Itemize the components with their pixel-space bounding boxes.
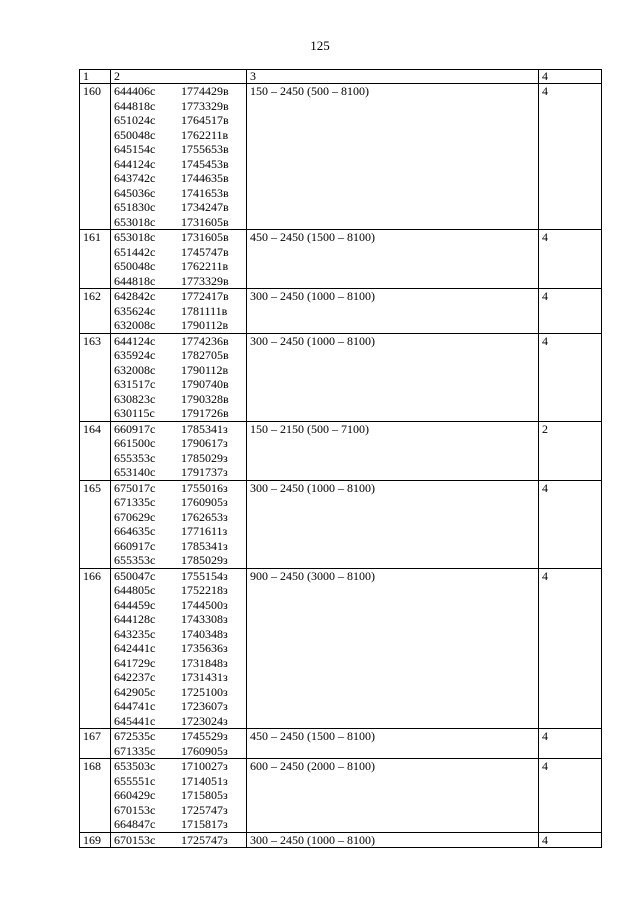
longitude-value: 1731848з <box>181 655 228 670</box>
latitude-value: 672535с <box>114 729 156 743</box>
latitude-value: 651830с <box>114 200 156 214</box>
table-row <box>80 568 602 729</box>
latitude-value: 630823с <box>114 391 156 406</box>
longitude-value: 1762211в <box>181 127 229 142</box>
latitude-value: 664635с <box>114 524 156 538</box>
longitude-value: 1773329в <box>181 273 229 288</box>
longitude-value: 1785029з <box>181 450 228 465</box>
longitude-value: 1790740в <box>181 377 229 391</box>
longitude-value: 1785341з <box>181 421 228 436</box>
latitude-value: 644128с <box>114 612 156 626</box>
latitude-value: 635924с <box>114 348 156 362</box>
latitude-value: 642905с <box>114 684 156 699</box>
coordinates-table <box>79 69 602 848</box>
coordinate-pair <box>114 451 243 466</box>
header-col-2: 2 <box>111 70 247 84</box>
latitude-value: 653140с <box>114 465 156 479</box>
longitude-value: 1741653в <box>181 185 229 200</box>
row-number: 166 <box>80 568 111 729</box>
longitude-value: 1745747в <box>181 244 229 259</box>
longitude-value: 1755653в <box>181 142 229 156</box>
table-row <box>80 832 602 848</box>
depth-range: 450 – 2450 (1500 – 8100) <box>247 230 539 289</box>
latitude-value: 644406с <box>114 84 156 98</box>
longitude-value: 1714051з <box>181 773 228 788</box>
coordinate-pair <box>114 318 243 333</box>
coordinate-pair <box>114 436 243 451</box>
longitude-value: 1740348з <box>181 626 228 641</box>
coordinate-list <box>111 832 247 848</box>
coordinate-pair <box>114 627 243 642</box>
coordinate-pair <box>114 699 243 714</box>
header-col-3: 3 <box>247 70 539 84</box>
row-number: 162 <box>80 289 111 334</box>
longitude-value: 1745453в <box>181 156 229 171</box>
longitude-value: 1735636з <box>181 641 228 655</box>
group-value: 4 <box>539 333 602 421</box>
group-value: 4 <box>539 832 602 848</box>
group-value: 2 <box>539 421 602 480</box>
longitude-value: 1731431з <box>181 670 228 684</box>
longitude-value: 1762211в <box>181 259 229 273</box>
latitude-value: 655551с <box>114 773 156 788</box>
group-value: 4 <box>539 230 602 289</box>
longitude-value: 1755154з <box>181 568 228 583</box>
depth-range: 300 – 2450 (1000 – 8100) <box>247 480 539 568</box>
header-col-1: 1 <box>80 70 111 84</box>
longitude-value: 1743308з <box>181 612 228 626</box>
group-value: 4 <box>539 84 602 230</box>
group-value: 4 <box>539 480 602 568</box>
latitude-value: 670629с <box>114 509 156 524</box>
longitude-value: 1725100з <box>181 684 228 699</box>
coordinate-pair <box>114 200 243 215</box>
row-number: 160 <box>80 84 111 230</box>
latitude-value: 670153с <box>114 802 156 817</box>
latitude-value: 645441с <box>114 713 156 728</box>
coordinate-pair <box>114 142 243 157</box>
coordinate-pair <box>114 759 243 774</box>
coordinate-pair <box>114 803 243 818</box>
coordinate-pair <box>114 729 243 744</box>
latitude-value: 641729с <box>114 655 156 670</box>
longitude-value: 1791737з <box>181 465 228 479</box>
group-value: 4 <box>539 568 602 729</box>
latitude-value: 655353с <box>114 450 156 465</box>
longitude-value: 1785341з <box>181 538 228 553</box>
coordinate-pair <box>114 569 243 584</box>
latitude-value: 653018с <box>114 230 156 244</box>
coordinate-pair <box>114 245 243 260</box>
latitude-value: 675017с <box>114 480 156 495</box>
group-value: 4 <box>539 289 602 334</box>
coordinate-pair <box>114 84 243 99</box>
latitude-value: 651442с <box>114 244 156 259</box>
table-row <box>80 289 602 334</box>
latitude-value: 644124с <box>114 333 156 348</box>
longitude-value: 1723607з <box>181 699 228 713</box>
table-row <box>80 230 602 289</box>
latitude-value: 664847с <box>114 817 156 831</box>
longitude-value: 1710027з <box>181 759 228 773</box>
latitude-value: 643742с <box>114 171 156 185</box>
coordinate-pair <box>114 304 243 319</box>
latitude-value: 644124с <box>114 156 156 171</box>
table-body <box>80 84 602 848</box>
table-row <box>80 421 602 480</box>
longitude-value: 1764517в <box>181 113 229 127</box>
depth-range: 450 – 2450 (1500 – 8100) <box>247 729 539 759</box>
coordinate-pair <box>114 524 243 539</box>
latitude-value: 644818с <box>114 98 156 113</box>
coordinate-pair <box>114 495 243 510</box>
group-value: 4 <box>539 729 602 759</box>
latitude-value: 644741с <box>114 699 156 713</box>
latitude-value: 632008с <box>114 362 156 377</box>
latitude-value: 642842с <box>114 289 156 303</box>
coordinate-pair <box>114 583 243 598</box>
latitude-value: 650048с <box>114 259 156 273</box>
longitude-value: 1782705в <box>181 348 229 362</box>
longitude-value: 1790112в <box>181 318 229 332</box>
row-number: 165 <box>80 480 111 568</box>
coordinate-pair <box>114 422 243 437</box>
coordinate-pair <box>114 744 243 759</box>
latitude-value: 671335с <box>114 495 156 509</box>
latitude-value: 642441с <box>114 641 156 655</box>
depth-range: 600 – 2450 (2000 – 8100) <box>247 759 539 833</box>
coordinate-pair <box>114 259 243 274</box>
latitude-value: 651024с <box>114 113 156 127</box>
longitude-value: 1790112в <box>181 362 229 377</box>
coordinate-list <box>111 759 247 833</box>
coordinate-pair <box>114 186 243 201</box>
coordinate-pair <box>114 670 243 685</box>
longitude-value: 1781111в <box>181 303 228 318</box>
latitude-value: 660917с <box>114 538 156 553</box>
longitude-value: 1772417в <box>181 289 229 303</box>
coordinate-pair <box>114 788 243 803</box>
latitude-value: 655353с <box>114 553 156 567</box>
table-header-row <box>80 70 602 84</box>
latitude-value: 643235с <box>114 626 156 641</box>
row-number: 167 <box>80 729 111 759</box>
row-number: 163 <box>80 333 111 421</box>
latitude-value: 635624с <box>114 303 156 318</box>
row-number: 169 <box>80 832 111 848</box>
latitude-value: 642237с <box>114 670 156 684</box>
coordinate-pair <box>114 99 243 114</box>
table-row <box>80 759 602 833</box>
latitude-value: 650047с <box>114 568 156 583</box>
longitude-value: 1725747з <box>181 802 228 817</box>
longitude-value: 1760905з <box>181 495 228 509</box>
row-number: 161 <box>80 230 111 289</box>
latitude-value: 644818с <box>114 273 156 288</box>
coordinate-pair <box>114 510 243 525</box>
coordinate-pair <box>114 539 243 554</box>
latitude-value: 653503с <box>114 759 156 773</box>
latitude-value: 650048с <box>114 127 156 142</box>
longitude-value: 1760905з <box>181 743 228 758</box>
coordinate-list <box>111 729 247 759</box>
longitude-value: 1734247в <box>181 200 229 214</box>
coordinate-pair <box>114 598 243 613</box>
coordinate-pair <box>114 685 243 700</box>
depth-range: 150 – 2450 (500 – 8100) <box>247 84 539 230</box>
coordinate-pair <box>114 465 243 480</box>
longitude-value: 1725747з <box>181 832 228 847</box>
longitude-value: 1755016з <box>181 480 228 495</box>
latitude-value: 644805с <box>114 583 156 597</box>
coordinate-pair <box>114 289 243 304</box>
coordinate-list <box>111 333 247 421</box>
longitude-value: 1790328в <box>181 391 229 406</box>
longitude-value: 1790617з <box>181 436 228 450</box>
coordinate-list <box>111 421 247 480</box>
latitude-value: 630115с <box>114 406 155 420</box>
latitude-value: 653018с <box>114 214 156 229</box>
longitude-value: 1731605в <box>181 230 229 244</box>
coordinate-pair <box>114 230 243 245</box>
coordinate-pair <box>114 817 243 832</box>
coordinate-pair <box>114 612 243 627</box>
longitude-value: 1715805з <box>181 788 228 802</box>
latitude-value: 671335с <box>114 743 156 758</box>
longitude-value: 1791726в <box>181 406 229 420</box>
coordinate-list <box>111 480 247 568</box>
coordinate-pair <box>114 128 243 143</box>
coordinate-pair <box>114 215 243 230</box>
latitude-value: 670153с <box>114 832 156 847</box>
coordinate-list <box>111 568 247 729</box>
latitude-value: 644459с <box>114 597 156 612</box>
row-number: 168 <box>80 759 111 833</box>
longitude-value: 1715817з <box>181 817 228 831</box>
table-row <box>80 729 602 759</box>
coordinate-pair <box>114 641 243 656</box>
coordinate-pair <box>114 348 243 363</box>
coordinate-pair <box>114 656 243 671</box>
coordinate-pair <box>114 363 243 378</box>
table-row <box>80 333 602 421</box>
depth-range: 900 – 2450 (3000 – 8100) <box>247 568 539 729</box>
longitude-value: 1744635в <box>181 171 229 185</box>
header-col-4: 4 <box>539 70 602 84</box>
coordinate-pair <box>114 553 243 568</box>
table-row <box>80 84 602 230</box>
page-number: 125 <box>310 38 330 53</box>
coordinate-pair <box>114 334 243 349</box>
depth-range: 300 – 2450 (1000 – 8100) <box>247 289 539 334</box>
longitude-value: 1785029з <box>181 553 228 567</box>
coordinate-pair <box>114 406 243 421</box>
longitude-value: 1752218з <box>181 583 228 597</box>
depth-range: 300 – 2450 (1000 – 8100) <box>247 832 539 848</box>
coordinate-pair <box>114 392 243 407</box>
coordinate-pair <box>114 157 243 172</box>
coordinate-pair <box>114 833 243 848</box>
longitude-value: 1774236в <box>181 333 229 348</box>
coordinate-list <box>111 289 247 334</box>
longitude-value: 1774429в <box>181 84 229 98</box>
longitude-value: 1744500з <box>181 597 228 612</box>
longitude-value: 1731605в <box>181 214 229 229</box>
group-value: 4 <box>539 759 602 833</box>
coordinate-list <box>111 230 247 289</box>
row-number: 164 <box>80 421 111 480</box>
latitude-value: 660917с <box>114 421 156 436</box>
latitude-value: 645154с <box>114 142 156 156</box>
longitude-value: 1771611з <box>181 524 228 538</box>
coordinate-pair <box>114 171 243 186</box>
latitude-value: 632008с <box>114 318 156 332</box>
coordinate-pair <box>114 774 243 789</box>
coordinate-pair <box>114 274 243 289</box>
depth-range: 150 – 2150 (500 – 7100) <box>247 421 539 480</box>
depth-range: 300 – 2450 (1000 – 8100) <box>247 333 539 421</box>
longitude-value: 1762653з <box>181 509 228 524</box>
latitude-value: 631517с <box>114 377 156 391</box>
coordinate-list <box>111 84 247 230</box>
longitude-value: 1773329в <box>181 98 229 113</box>
latitude-value: 660429с <box>114 788 156 802</box>
coordinate-pair <box>114 113 243 128</box>
coordinate-pair <box>114 714 243 729</box>
table-row <box>80 480 602 568</box>
latitude-value: 645036с <box>114 185 156 200</box>
longitude-value: 1723024з <box>181 713 228 728</box>
coordinate-pair <box>114 377 243 392</box>
coordinate-pair <box>114 481 243 496</box>
latitude-value: 661500с <box>114 436 156 450</box>
longitude-value: 1745529з <box>181 729 228 743</box>
